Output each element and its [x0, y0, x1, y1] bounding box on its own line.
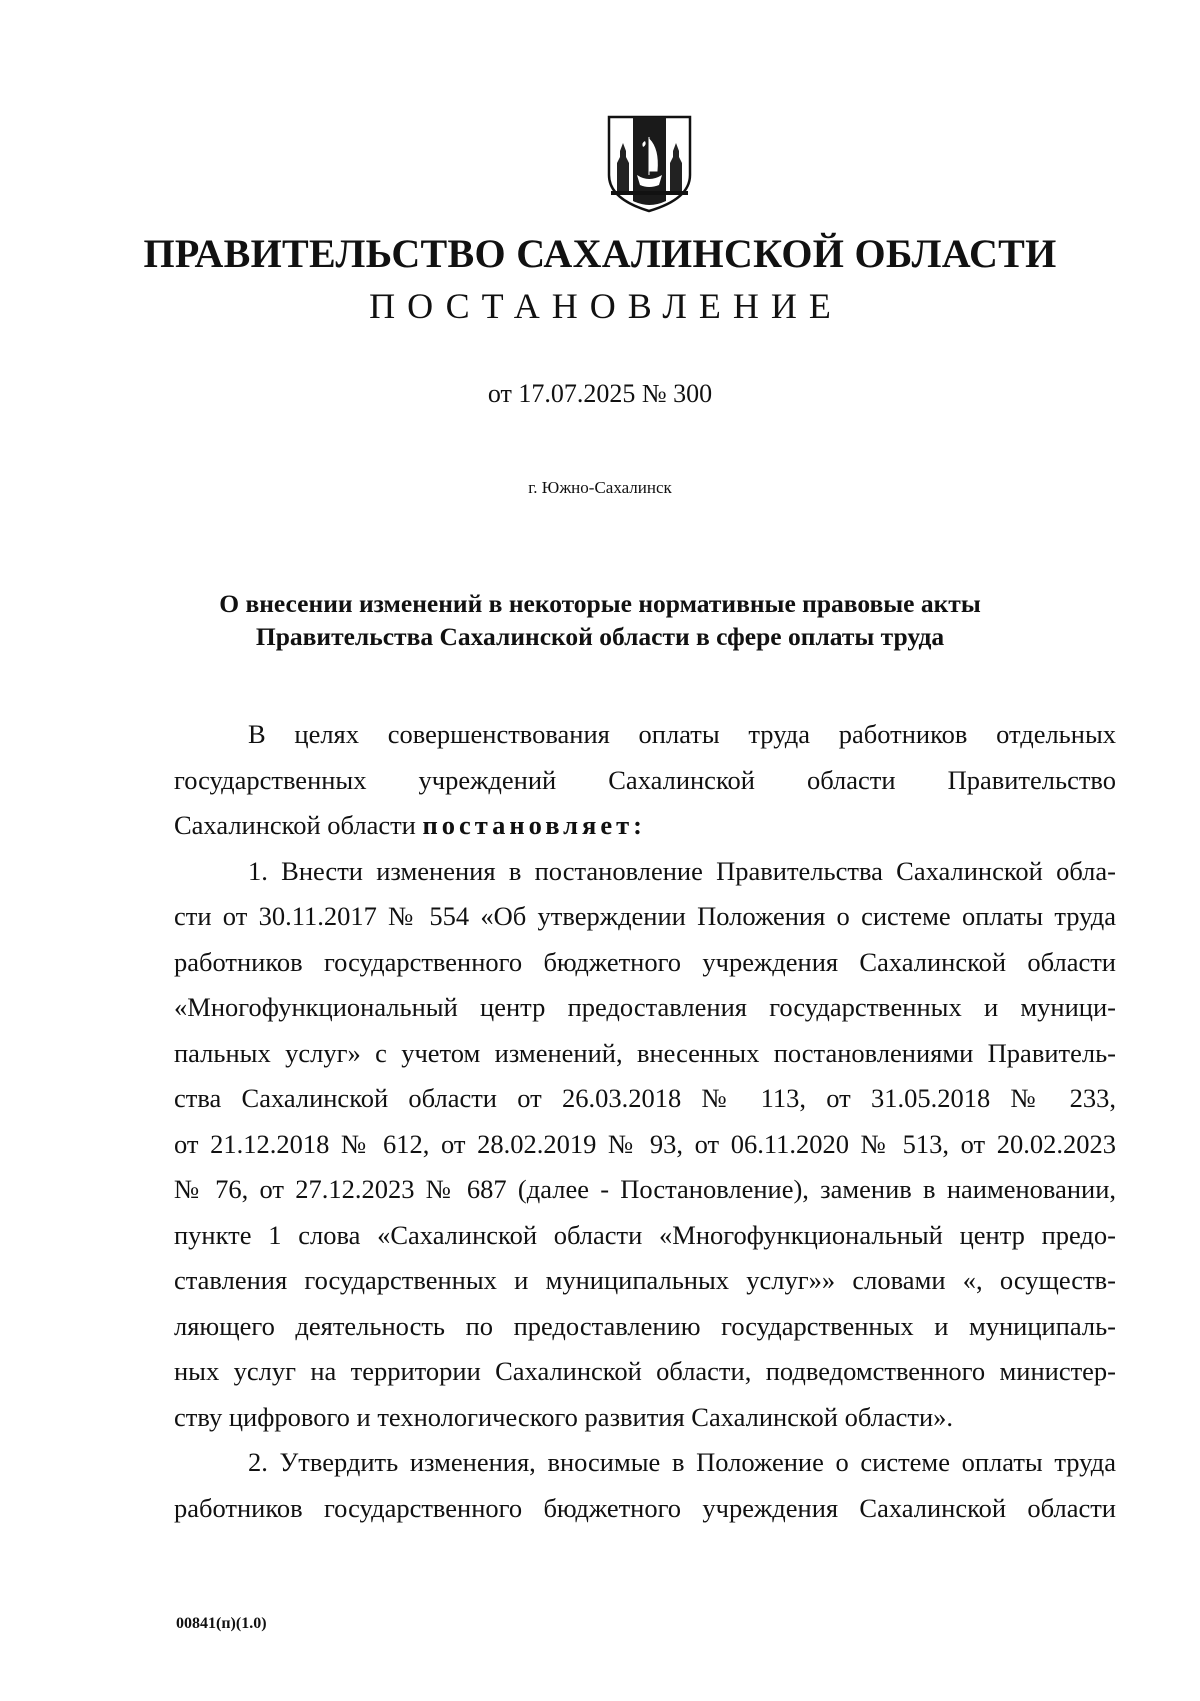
body-line: работников государственного бюджетного учреждения Сахалинской области [174, 946, 1116, 977]
body-line: ляющего деятельность по предоставлению государственных и муниципаль- [174, 1310, 1116, 1341]
body-line [174, 803, 1116, 849]
body-line: государственных учреждений Сахалинской области Правительство [174, 764, 1116, 795]
document-city: г. Южно-Сахалинск [528, 478, 672, 497]
document-type: ПОСТАНОВЛЕНИЕ [369, 286, 843, 326]
body-line: № 76, от 27.12.2023 № 687 (далее - Постановление), заменив в наименовании, [174, 1174, 1116, 1204]
body-line: В целях совершенствования оплаты труда работников отдельных [248, 719, 1116, 749]
body-line: сти от 30.11.2017 № 554 «Об утверждении Положения о системе оплаты труда [174, 901, 1116, 931]
document-code: 00841(п)(1.0) [176, 1615, 267, 1632]
body-line: ства Сахалинской области от 26.03.2018 № 113, от 31.05.2018 № 233, [174, 1083, 1116, 1113]
body-line: 1. Внести изменения в постановление Правительства Сахалинской обла- [248, 855, 1116, 886]
coat-of-arms-icon [603, 113, 696, 213]
resolution-keyword: постановляет: [422, 810, 646, 840]
body-line-text: Сахалинской области [174, 810, 423, 840]
document-body [174, 712, 1116, 1531]
body-line: «Многофункциональный центр предоставления государственных и муници- [174, 992, 1116, 1022]
body-line: 2. Утвердить изменения, вносимые в Положение о системе оплаты труда [248, 1447, 1116, 1477]
body-line: ных услуг на территории Сахалинской области, подведомственного министер- [174, 1356, 1116, 1386]
body-line: ставления государственных и муниципальных услуг»» словами «, осуществ- [174, 1265, 1116, 1295]
body-line: пункте 1 слова «Сахалинской области «Многофункциональный центр предо- [174, 1219, 1116, 1250]
body-line: от 21.12.2018 № 612, от 28.02.2019 № 93, от 06.11.2020 № 513, от 20.02.2023 [174, 1128, 1116, 1159]
government-title: ПРАВИТЕЛЬСТВО САХАЛИНСКОЙ ОБЛАСТИ [143, 231, 1057, 276]
subject-line: Правительства Сахалинской области в сфере оплаты труда [255, 622, 945, 651]
document-subject [0, 587, 1200, 653]
body-line: работников государственного бюджетного учреждения Сахалинской области [174, 1492, 1116, 1523]
document-date-number: от 17.07.2025 № 300 [487, 379, 713, 408]
body-line: пальных услуг» с учетом изменений, внесенных постановлениями Правитель- [174, 1037, 1116, 1068]
subject-line: О внесении изменений в некоторые нормативные правовые акты [219, 589, 981, 618]
body-line: ству цифрового и технологического развития Сахалинской области». [174, 1401, 954, 1432]
